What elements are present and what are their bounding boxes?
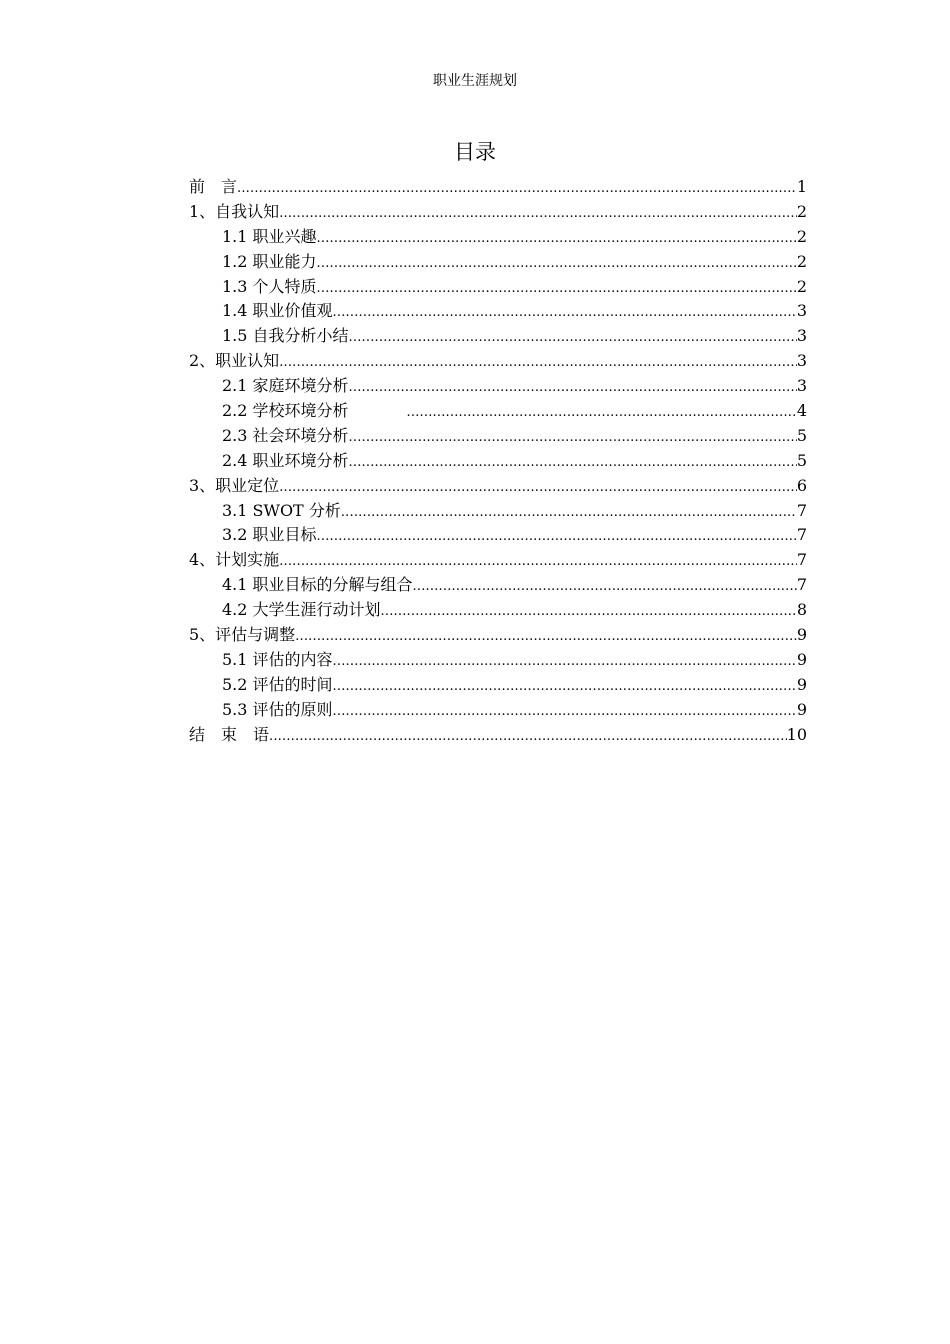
toc-entry-1-2[interactable] (189, 250, 807, 275)
toc-entry-label: 4.2 大学生涯行动计划 (222, 600, 381, 620)
toc-entry-2-3[interactable] (189, 424, 807, 449)
toc-entry-label: 5.2 评估的时间 (222, 674, 333, 694)
toc-entry-page: 9 (796, 674, 807, 694)
toc-entry-label: 3.1 SWOT 分析 (222, 500, 341, 520)
toc-entry-career-awareness[interactable] (189, 349, 807, 374)
toc-dot-leader (279, 476, 797, 501)
toc-entry-label: 5、评估与调整 (189, 625, 296, 645)
toc-entry-page: 3 (796, 376, 807, 396)
toc-entry-page: 9 (796, 699, 807, 719)
toc-entry-5-3[interactable] (189, 698, 807, 723)
toc-entry-3-2[interactable] (189, 523, 807, 548)
toc-entry-page: 9 (796, 649, 807, 669)
toc-dot-leader (333, 675, 797, 700)
toc-entry-page: 5 (796, 450, 807, 470)
toc-entry-2-2[interactable] (189, 399, 807, 424)
toc-entry-page: 3 (796, 351, 807, 371)
toc-entry-page: 4 (796, 401, 807, 421)
toc-entry-page: 5 (796, 425, 807, 445)
toc-entry-1-5[interactable] (189, 324, 807, 349)
toc-entry-2-4[interactable] (189, 449, 807, 474)
toc-entry-3-1[interactable] (189, 499, 807, 524)
toc-entry-label: 2.2 学校环境分析 (222, 401, 349, 421)
toc-dot-leader (407, 401, 797, 426)
toc-entry-self-awareness[interactable] (189, 200, 807, 225)
toc-dot-leader (333, 650, 797, 675)
toc-dot-leader (341, 501, 797, 526)
toc-entry-label: 结 束 语 (189, 724, 270, 744)
toc-entry-page: 1 (796, 177, 807, 196)
toc-entry-label: 1、自我认知 (189, 201, 280, 221)
table-of-contents (189, 175, 807, 747)
toc-entry-page: 7 (796, 550, 807, 570)
toc-dot-leader (237, 177, 797, 202)
toc-entry-page: 6 (796, 475, 807, 495)
toc-dot-leader (279, 202, 797, 227)
toc-entry-label: 3.2 职业目标 (222, 525, 317, 545)
toc-entry-page: 2 (796, 276, 807, 296)
toc-entry-page: 10 (786, 724, 807, 744)
toc-dot-leader (279, 351, 797, 376)
toc-entry-label: 4、计划实施 (189, 550, 280, 570)
toc-entry-1-3[interactable] (189, 275, 807, 300)
toc-entry-page: 2 (796, 251, 807, 271)
toc-entry-4-2[interactable] (189, 598, 807, 623)
toc-dot-leader (295, 625, 797, 650)
toc-entry-conclusion[interactable] (189, 723, 807, 748)
toc-title: 目录 (454, 140, 496, 164)
toc-entry-label: 2.3 社会环境分析 (222, 425, 349, 445)
toc-dot-leader (317, 227, 797, 252)
toc-dot-leader (317, 277, 797, 302)
toc-entry-label: 1.4 职业价值观 (222, 301, 333, 321)
toc-entry-label: 2.4 职业环境分析 (222, 450, 349, 470)
toc-entry-label: 3、职业定位 (189, 475, 280, 495)
toc-dot-leader (279, 550, 797, 575)
toc-dot-leader (349, 326, 797, 351)
toc-entry-page: 7 (796, 525, 807, 545)
toc-entry-page: 7 (796, 500, 807, 520)
toc-dot-leader (333, 700, 797, 725)
toc-entry-label: 前 言 (189, 177, 238, 196)
toc-entry-career-positioning[interactable] (189, 474, 807, 499)
toc-entry-label: 1.2 职业能力 (222, 251, 317, 271)
toc-entry-1-4[interactable] (189, 299, 807, 324)
page-header: 职业生涯规划 (433, 73, 517, 89)
toc-dot-leader (349, 376, 797, 401)
toc-entry-4-1[interactable] (189, 573, 807, 598)
toc-entry-label: 4.1 职业目标的分解与组合 (222, 575, 413, 595)
toc-dot-leader (317, 252, 797, 277)
toc-dot-leader (349, 426, 797, 451)
toc-entry-label: 2.1 家庭环境分析 (222, 376, 349, 396)
toc-entry-preface[interactable] (189, 175, 807, 200)
toc-entry-plan-implementation[interactable] (189, 548, 807, 573)
toc-dot-leader (413, 575, 797, 600)
toc-entry-page: 9 (796, 625, 807, 645)
toc-entry-1-1[interactable] (189, 225, 807, 250)
toc-entry-page: 2 (796, 201, 807, 221)
toc-entry-evaluation-adjustment[interactable] (189, 623, 807, 648)
toc-entry-page: 3 (796, 326, 807, 346)
toc-dot-leader (381, 600, 797, 625)
toc-entry-label: 2、职业认知 (189, 351, 280, 371)
toc-entry-page: 3 (796, 301, 807, 321)
toc-entry-2-1[interactable] (189, 374, 807, 399)
toc-entry-label: 1.1 职业兴趣 (222, 226, 317, 246)
toc-entry-label: 5.1 评估的内容 (222, 649, 333, 669)
toc-entry-page: 7 (796, 575, 807, 595)
toc-entry-label: 1.3 个人特质 (222, 276, 317, 296)
toc-entry-label: 5.3 评估的原则 (222, 699, 333, 719)
toc-entry-label: 1.5 自我分析小结 (222, 326, 349, 346)
toc-entry-page: 2 (796, 226, 807, 246)
toc-dot-leader (349, 451, 797, 476)
toc-entry-5-1[interactable] (189, 648, 807, 673)
toc-entry-5-2[interactable] (189, 673, 807, 698)
toc-dot-leader (317, 525, 797, 550)
toc-dot-leader (333, 301, 797, 326)
toc-entry-page: 8 (796, 600, 807, 620)
toc-dot-leader (269, 725, 787, 750)
